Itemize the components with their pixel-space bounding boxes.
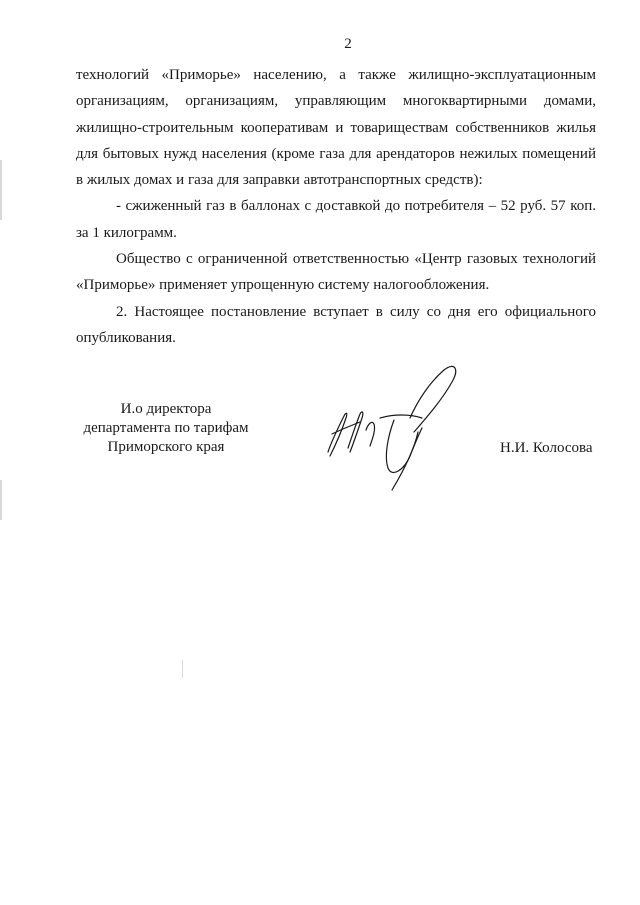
signatory-title-line: департамента по тарифам: [83, 420, 249, 436]
scan-artifact: [0, 160, 2, 220]
signatory-title-line: Приморского края: [107, 439, 225, 455]
text-line: в жилых домах и газа для заправки автотранспортных средств):: [76, 172, 483, 189]
signatory-title: [56, 400, 276, 457]
page-number: 2: [344, 36, 352, 52]
text-line: 2. Настоящее постановление вступает в силу со дня его официального: [116, 303, 596, 320]
text-line: жилищно-строительным кооперативам и товариществам собственников жилья: [76, 119, 596, 136]
text-line: организациям, организациям, управляющим многоквартирными домами,: [76, 93, 596, 110]
scan-artifact: [0, 480, 2, 520]
paragraph-gas-price: [76, 193, 596, 246]
document-body: [76, 62, 596, 351]
paragraph-tax-system: [76, 246, 596, 299]
paragraph-effective-date: [76, 299, 596, 352]
text-line: опубликования.: [76, 329, 176, 346]
signatory-name: Н.И. Колосова: [500, 440, 593, 456]
paragraph-tariff-recipients: [76, 62, 596, 193]
text-line: для бытовых нужд населения (кроме газа для арендаторов нежилых помещений: [76, 145, 596, 162]
signatory-title-line: И.о директора: [120, 401, 212, 417]
text-line: за 1 килограмм.: [76, 224, 177, 241]
text-line: технологий «Приморье» населению, а также жилищно-эксплуатационным: [76, 67, 596, 83]
text-line: - сжиженный газ в баллонах с доставкой до потребителя – 52 руб. 57 коп.: [116, 198, 596, 215]
handwritten-signature: [318, 360, 468, 500]
text-line: Общество с ограниченной ответственностью «Центр газовых технологий: [116, 251, 596, 268]
scan-artifact: [182, 660, 183, 678]
text-line: «Приморье» применяет упрощенную систему налогообложения.: [76, 277, 490, 294]
